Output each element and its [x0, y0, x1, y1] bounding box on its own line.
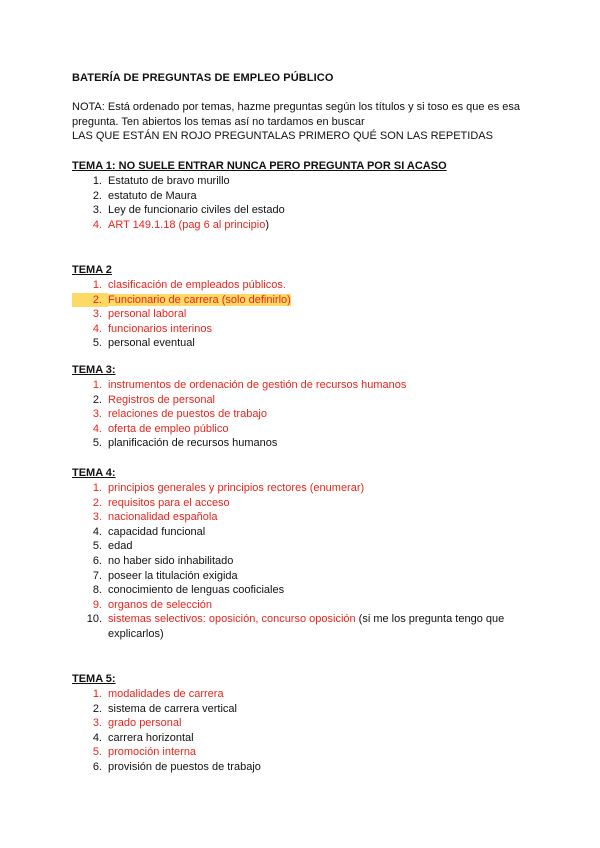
- item-number: 2.: [92, 189, 102, 202]
- item-number: 1.: [92, 688, 102, 700]
- section-heading: TEMA 5:: [72, 673, 116, 685]
- list-item: [72, 378, 542, 393]
- item-list: [72, 687, 542, 775]
- item-number: 2.: [72, 293, 108, 308]
- item-text: principios generales y principios rectores (enumerar): [108, 482, 365, 494]
- list-item: [72, 422, 542, 437]
- item-list: [72, 278, 542, 351]
- item-number: 1.: [92, 379, 102, 391]
- list-item: [72, 307, 542, 322]
- item-text-highlighted: Funcionario de carrera (solo definirlo): [108, 293, 291, 306]
- list-item: [72, 525, 542, 540]
- item-number: 4.: [92, 731, 102, 744]
- list-item: [72, 598, 542, 613]
- item-number: 4.: [92, 422, 102, 435]
- item-text: sistema de carrera vertical: [108, 702, 237, 715]
- note-line: LAS QUE ESTÁN EN ROJO PREGUNTALAS PRIMERO QUÉ SON LAS REPETIDAS: [72, 130, 493, 142]
- note-line: pregunta. Ten abiertos los temas así no tardamos en buscar: [72, 115, 365, 128]
- section-heading: TEMA 2: [72, 264, 112, 276]
- item-text: Registros de personal: [108, 393, 216, 406]
- list-item: [72, 218, 542, 233]
- item-text: personal eventual: [108, 337, 195, 350]
- item-number: 3.: [92, 717, 102, 730]
- list-item: [72, 278, 542, 293]
- list-item: [72, 174, 542, 189]
- list-item: [72, 407, 542, 422]
- item-number: 6.: [92, 554, 102, 567]
- item-text: planificación de recursos humanos: [108, 437, 278, 450]
- list-item: [72, 687, 542, 702]
- list-item: [72, 336, 542, 351]
- item-number: 8.: [92, 584, 102, 597]
- list-item: [72, 716, 542, 731]
- item-number: 5.: [92, 337, 102, 350]
- item-text: funcionarios interinos: [108, 322, 212, 335]
- item-number: 10.: [86, 613, 102, 626]
- list-item: [72, 510, 542, 525]
- list-item: [72, 496, 542, 511]
- list-item: [72, 731, 542, 746]
- item-text: clasificación de empleados públicos.: [108, 279, 286, 291]
- list-item: [72, 539, 542, 554]
- item-text: grado personal: [108, 717, 182, 730]
- list-item: [72, 554, 542, 569]
- item-number: 6.: [92, 760, 102, 773]
- item-text-continuation: explicarlos): [108, 627, 164, 640]
- item-number: 3.: [92, 408, 102, 421]
- item-number: 5.: [92, 540, 102, 553]
- list-item: [72, 583, 542, 598]
- list-item: [72, 702, 542, 717]
- list-item: [72, 393, 542, 408]
- list-item: [72, 189, 542, 204]
- item-text: conocimiento de lenguas cooficiales: [108, 584, 285, 597]
- section-heading: TEMA 1: NO SUELE ENTRAR NUNCA PERO PREGUNTA POR SI ACASO: [72, 160, 447, 172]
- section-tema-1: [72, 160, 542, 232]
- item-number: 2.: [92, 393, 102, 406]
- item-text: poseer la titulación exigida: [108, 569, 238, 582]
- item-text: nacionalidad española: [108, 511, 218, 524]
- item-text-tail: ): [265, 218, 270, 231]
- item-text: organos de selección: [108, 598, 212, 611]
- item-text: provisión de puestos de trabajo: [108, 760, 261, 773]
- item-text: edad: [108, 540, 133, 553]
- item-number: 7.: [92, 569, 102, 582]
- item-text: instrumentos de ordenación de gestión de recursos humanos: [108, 379, 407, 391]
- item-text: Estatuto de bravo murillo: [108, 175, 230, 187]
- item-number: 2.: [92, 702, 102, 715]
- item-number: 3.: [92, 511, 102, 524]
- item-number: 1.: [92, 482, 102, 494]
- item-text: carrera horizontal: [108, 731, 194, 744]
- section-tema-2: [72, 264, 542, 351]
- item-text: Ley de funcionario civiles del estado: [108, 204, 285, 217]
- item-text: capacidad funcional: [108, 525, 206, 538]
- item-number: 9.: [92, 598, 102, 611]
- item-text: ART 149.1.18 (pag 6 al principio: [108, 218, 266, 231]
- note-line: NOTA: Está ordenado por temas, hazme preguntas según los títulos y si toso es que es esa: [72, 101, 520, 113]
- item-text: modalidades de carrera: [108, 688, 224, 700]
- item-text: estatuto de Maura: [108, 189, 197, 202]
- item-number: 4.: [92, 218, 102, 231]
- item-text-tail: (si me los pregunta tengo que: [355, 613, 505, 626]
- list-item: [72, 203, 542, 218]
- item-number: 5.: [92, 746, 102, 759]
- section-tema-5: [72, 673, 542, 775]
- item-number: 5.: [92, 437, 102, 450]
- item-text: oferta de empleo público: [108, 422, 229, 435]
- item-number: 1.: [92, 175, 102, 187]
- section-tema-4: [72, 467, 542, 642]
- document-title: BATERÍA DE PREGUNTAS DE EMPLEO PÚBLICO: [72, 72, 334, 84]
- list-item: [72, 481, 542, 496]
- list-item: [72, 322, 542, 337]
- item-number: 4.: [92, 525, 102, 538]
- section-heading: TEMA 4:: [72, 467, 116, 479]
- item-number: 3.: [92, 308, 102, 321]
- item-text: relaciones de puestos de trabajo: [108, 408, 267, 421]
- note-block: [72, 100, 542, 144]
- list-item: [72, 436, 542, 451]
- item-number: 4.: [92, 322, 102, 335]
- item-number: 3.: [92, 204, 102, 217]
- item-text: requisitos para el acceso: [108, 496, 230, 509]
- item-text: no haber sido inhabilitado: [108, 554, 234, 567]
- list-item: [72, 745, 542, 760]
- item-number: 2.: [92, 496, 102, 509]
- list-item: [72, 760, 542, 775]
- item-text: sistemas selectivos: oposición, concurso oposición: [108, 613, 356, 626]
- item-list: [72, 481, 542, 642]
- item-text: personal laboral: [108, 308, 187, 321]
- section-tema-3: [72, 364, 542, 451]
- list-item: [72, 612, 542, 641]
- item-number: 1.: [92, 279, 102, 291]
- item-text: promoción interna: [108, 746, 197, 759]
- item-list: [72, 378, 542, 451]
- list-item: [72, 293, 542, 308]
- item-list: [72, 174, 542, 232]
- section-heading: TEMA 3:: [72, 364, 116, 376]
- list-item: [72, 569, 542, 584]
